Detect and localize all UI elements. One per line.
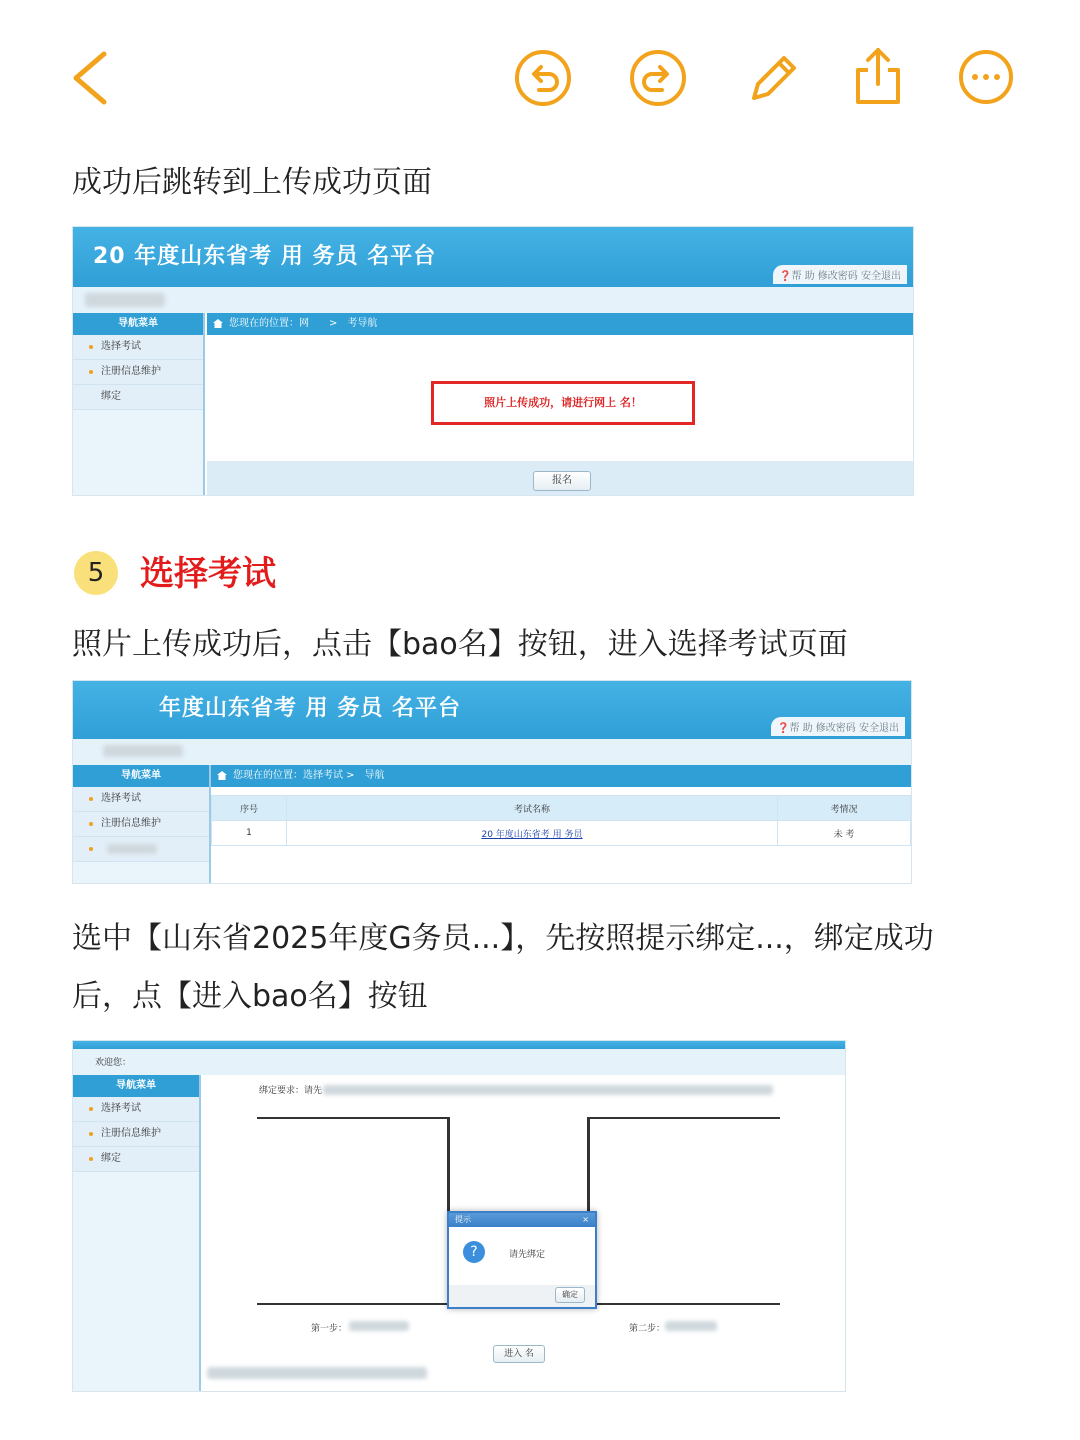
col-exam-name: 考试名称 — [287, 796, 778, 821]
undo-icon[interactable] — [513, 48, 573, 108]
platform-banner — [73, 227, 913, 287]
redacted-step-two — [665, 1321, 717, 1331]
nav-item-register-info[interactable] — [73, 360, 203, 385]
breadcrumb — [211, 765, 911, 787]
exam-table — [211, 795, 911, 846]
step-one-label: 第一步： — [311, 1324, 348, 1334]
col-index: 序号 — [212, 796, 287, 821]
redacted-label — [107, 844, 157, 854]
platform-banner — [73, 1041, 845, 1049]
paragraph-select-exam: 照片上传成功后，点击【bao名】按钮，进入选择考试页面 — [72, 627, 848, 662]
share-icon[interactable] — [852, 44, 904, 108]
redacted-step-one — [349, 1321, 409, 1331]
prompt-dialog — [447, 1211, 597, 1309]
home-icon — [213, 319, 223, 328]
signup-button[interactable]: 报名 — [533, 471, 591, 491]
nav-item-bind[interactable] — [73, 837, 209, 862]
nav-item-label: 注册信息维护 — [101, 1128, 161, 1139]
nav-item-label: 注册信息维护 — [101, 366, 161, 377]
step-number-badge: 5 — [72, 549, 120, 597]
screenshot-bind — [72, 1040, 846, 1392]
dialog-message: 请先绑定 — [509, 1250, 546, 1260]
nav-sidebar — [73, 1075, 201, 1391]
step-two-label: 第二步： — [629, 1324, 666, 1334]
user-bar — [73, 287, 913, 313]
platform-banner — [73, 681, 911, 739]
nav-item-register-info[interactable] — [73, 1122, 199, 1147]
nav-item-label: 绑定 — [101, 391, 121, 402]
back-icon[interactable] — [68, 50, 112, 106]
home-icon — [217, 771, 227, 780]
nav-sidebar — [73, 313, 205, 495]
table-row — [212, 821, 911, 846]
header-tools: ❓帮 助 修改密码 安全退出 — [773, 265, 907, 284]
platform-title: 20 年度山东省考 用 务员 名平台 — [93, 244, 437, 269]
nav-sidebar — [73, 765, 211, 883]
question-icon: ? — [463, 1241, 485, 1263]
redacted-user — [103, 745, 183, 757]
dialog-title-bar — [449, 1213, 595, 1227]
user-bar — [73, 1049, 845, 1075]
nav-item-register-info[interactable] — [73, 812, 209, 837]
success-message: 照片上传成功，请进行网上 名！ — [431, 381, 695, 425]
breadcrumb — [207, 313, 913, 335]
redacted-requirement — [323, 1085, 773, 1095]
nav-item-select-exam[interactable] — [73, 335, 203, 360]
dialog-ok-button[interactable]: 确定 — [555, 1287, 585, 1303]
section-title: 选择考试 — [140, 554, 276, 594]
close-icon[interactable]: × — [582, 1215, 589, 1224]
qr-panel-right — [587, 1117, 780, 1305]
nav-head: 导航菜单 — [73, 1075, 199, 1097]
dialog-title: 提示 — [455, 1215, 471, 1224]
more-icon[interactable] — [957, 48, 1015, 106]
nav-item-select-exam[interactable] — [73, 787, 209, 812]
nav-item-label: 绑定 — [101, 1153, 121, 1164]
header-tools: ❓帮 助 修改密码 安全退出 — [771, 717, 905, 736]
platform-title: 年度山东省考 用 务员 名平台 — [159, 696, 461, 721]
col-status: 考情况 — [778, 796, 911, 821]
redo-icon[interactable] — [628, 48, 688, 108]
user-bar — [73, 739, 911, 765]
edit-icon[interactable] — [744, 48, 800, 108]
nav-item-bind[interactable] — [73, 1147, 199, 1172]
bind-requirement: 绑定要求：请先 — [259, 1086, 323, 1096]
screenshot-select-exam — [72, 680, 912, 884]
redacted-user — [85, 293, 165, 307]
nav-item-label: 选择考试 — [101, 1103, 141, 1114]
redacted-footer — [207, 1367, 427, 1379]
nav-head: 导航菜单 — [73, 765, 209, 787]
screenshot-upload-success — [72, 226, 914, 496]
cell-index: 1 — [212, 821, 287, 846]
nav-item-label: 注册信息维护 — [101, 818, 161, 829]
cell-status: 未 考 — [778, 821, 911, 846]
breadcrumb-text: 您现在的位置：网 > 考导航 — [229, 318, 378, 329]
table-header-row — [212, 796, 911, 821]
nav-item-label: 选择考试 — [101, 341, 141, 352]
welcome-text: 欢迎您： — [95, 1058, 132, 1068]
nav-item-bind[interactable] — [73, 385, 203, 410]
cell-exam-name[interactable] — [287, 821, 778, 846]
nav-item-select-exam[interactable] — [73, 1097, 199, 1122]
paragraph-upload-success: 成功后跳转到上传成功页面 — [72, 165, 432, 200]
qr-panel-left — [257, 1117, 450, 1305]
nav-item-label: 选择考试 — [101, 793, 141, 804]
breadcrumb-text: 您现在的位置：选择考试 > 导航 — [233, 770, 385, 781]
paragraph-bind-line1: 选中【山东省2025年度G务员...】，先按照提示绑定...，绑定成功 — [72, 921, 934, 956]
paragraph-bind-line2: 后，点【进入bao名】按钮 — [72, 979, 428, 1014]
nav-head: 导航菜单 — [73, 313, 203, 335]
exam-link[interactable]: 20 年度山东省考 用 务员 — [481, 829, 583, 840]
enter-signup-button[interactable]: 进入 名 — [493, 1345, 545, 1363]
